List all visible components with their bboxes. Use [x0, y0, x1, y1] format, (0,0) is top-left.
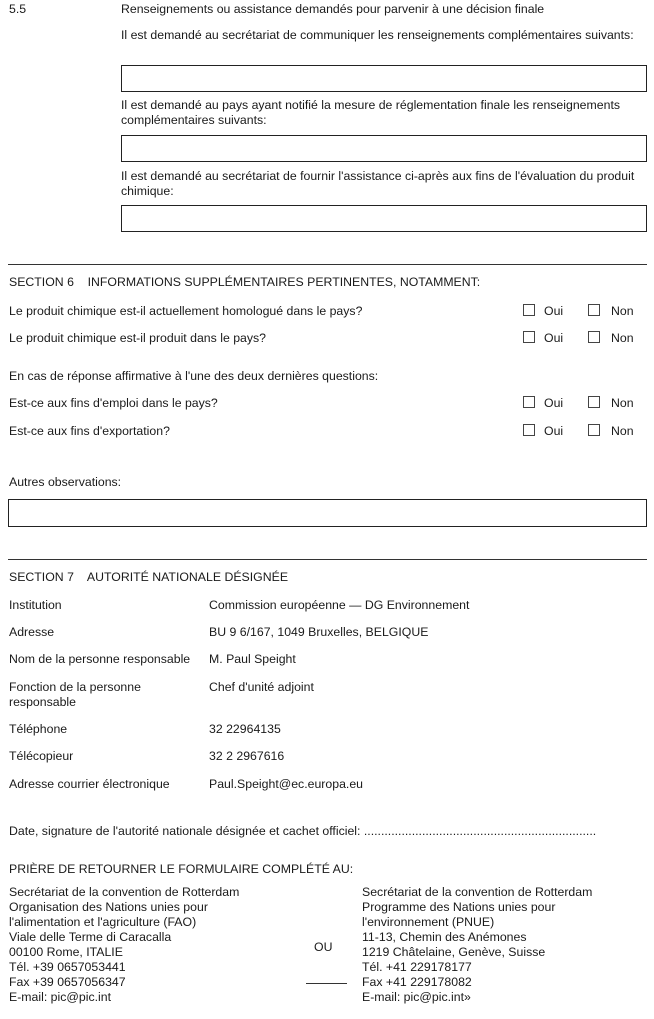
divider — [8, 559, 647, 560]
non-label: Non — [611, 424, 634, 438]
address-line: l'alimentation et l'agriculture (FAO) — [9, 915, 197, 929]
signature-line: Date, signature de l'autorité nationale désignée et cachet officiel: .................................................................... — [9, 824, 597, 838]
address-line: Organisation des Nations unies pour — [9, 900, 208, 914]
oui-label: Oui — [544, 424, 564, 438]
export-non-checkbox[interactable] — [588, 424, 600, 436]
divider — [8, 264, 647, 265]
question-country-info: Il est demandé au pays ayant notifié la mesure de réglementation finale les renseignements complémentaires suivants: — [121, 98, 621, 127]
emploi-non-checkbox[interactable] — [588, 396, 600, 408]
section-7-heading: SECTION 7 AUTORITÉ NATIONALE DÉSIGNÉE — [9, 570, 289, 584]
question-export: Est-ce aux fins d'exportation? — [9, 424, 170, 438]
produit-non-checkbox[interactable] — [588, 331, 600, 343]
address-line: Tél. +39 0657053441 — [9, 960, 126, 974]
autres-observations-field[interactable] — [8, 499, 647, 527]
address-line: Secrétariat de la convention de Rotterdam — [9, 885, 240, 899]
secretariat-assistance-field[interactable] — [121, 205, 647, 232]
address-line: 11-13, Chemin des Anémones — [362, 930, 527, 944]
address-line: Fax +41 229178082 — [362, 975, 472, 989]
responsable-value: M. Paul Speight — [209, 652, 296, 666]
section-6-heading: SECTION 6 INFORMATIONS SUPPLÉMENTAIRES PERTINENTES, NOTAMMENT: — [9, 275, 481, 289]
produit-oui-checkbox[interactable] — [523, 331, 535, 343]
address-line: Programme des Nations unies pour — [362, 900, 556, 914]
homologue-non-checkbox[interactable] — [588, 304, 600, 316]
telephone-label: Téléphone — [9, 722, 68, 736]
country-info-field[interactable] — [121, 135, 647, 162]
fonction-label: Fonction de la personne responsable — [9, 680, 141, 709]
autres-observations-label: Autres observations: — [9, 475, 122, 489]
address-line: 00100 Rome, ITALIE — [9, 945, 123, 959]
oui-label: Oui — [544, 304, 564, 318]
address-line: 1219 Châtelaine, Genève, Suisse — [362, 945, 546, 959]
telecopieur-value: 32 2 2967616 — [209, 749, 285, 763]
question-secretariat-info: Il est demandé au secrétariat de communiquer les renseignements complémentaires suivants: — [121, 28, 634, 42]
question-produit: Le produit chimique est-il produit dans le pays? — [9, 331, 267, 345]
non-label: Non — [611, 396, 634, 410]
address-line: E-mail: pic@pic.int» — [362, 990, 471, 1004]
section-number: 5.5 — [9, 2, 27, 16]
affirmative-note: En cas de réponse affirmative à l'une des deux dernières questions: — [9, 369, 379, 383]
question-emploi: Est-ce aux fins d'emploi dans le pays? — [9, 396, 218, 410]
institution-label: Institution — [9, 598, 62, 612]
oui-label: Oui — [544, 331, 564, 345]
address-line: Fax +39 0657056347 — [9, 975, 126, 989]
address-line: Tél. +41 229178177 — [362, 960, 472, 974]
section-title: Renseignements ou assistance demandés pour parvenir à une décision finale — [121, 2, 545, 16]
address-line: l'environnement (PNUE) — [362, 915, 495, 929]
secretariat-info-field[interactable] — [121, 65, 647, 92]
non-label: Non — [611, 331, 634, 345]
address-line: E-mail: pic@pic.int — [9, 990, 112, 1004]
question-homologue: Le produit chimique est-il actuellement homologué dans le pays? — [9, 304, 363, 318]
homologue-oui-checkbox[interactable] — [523, 304, 535, 316]
telecopieur-label: Télécopieur — [9, 749, 74, 763]
address-line: Secrétariat de la convention de Rotterdam — [362, 885, 593, 899]
email-label: Adresse courrier électronique — [9, 777, 170, 791]
responsable-label: Nom de la personne responsable — [9, 652, 191, 666]
oui-label: Oui — [544, 396, 564, 410]
email-value: Paul.Speight@ec.europa.eu — [209, 777, 364, 791]
ou-label: OU — [314, 940, 333, 954]
adresse-value: BU 9 6/167, 1049 Bruxelles, BELGIQUE — [209, 625, 429, 639]
fonction-value: Chef d'unité adjoint — [209, 680, 314, 694]
export-oui-checkbox[interactable] — [523, 424, 535, 436]
ou-rule — [306, 983, 347, 984]
address-line: Viale delle Terme di Caracalla — [9, 930, 172, 944]
adresse-label: Adresse — [9, 625, 55, 639]
return-instructions: PRIÈRE DE RETOURNER LE FORMULAIRE COMPLÉTÉ AU: — [9, 862, 354, 876]
institution-value: Commission européenne — DG Environnement — [209, 598, 470, 612]
non-label: Non — [611, 304, 634, 318]
emploi-oui-checkbox[interactable] — [523, 396, 535, 408]
question-secretariat-assistance: Il est demandé au secrétariat de fournir l'assistance ci-après aux fins de l'évaluation du produit chimique: — [121, 169, 635, 198]
telephone-value: 32 22964135 — [209, 722, 281, 736]
